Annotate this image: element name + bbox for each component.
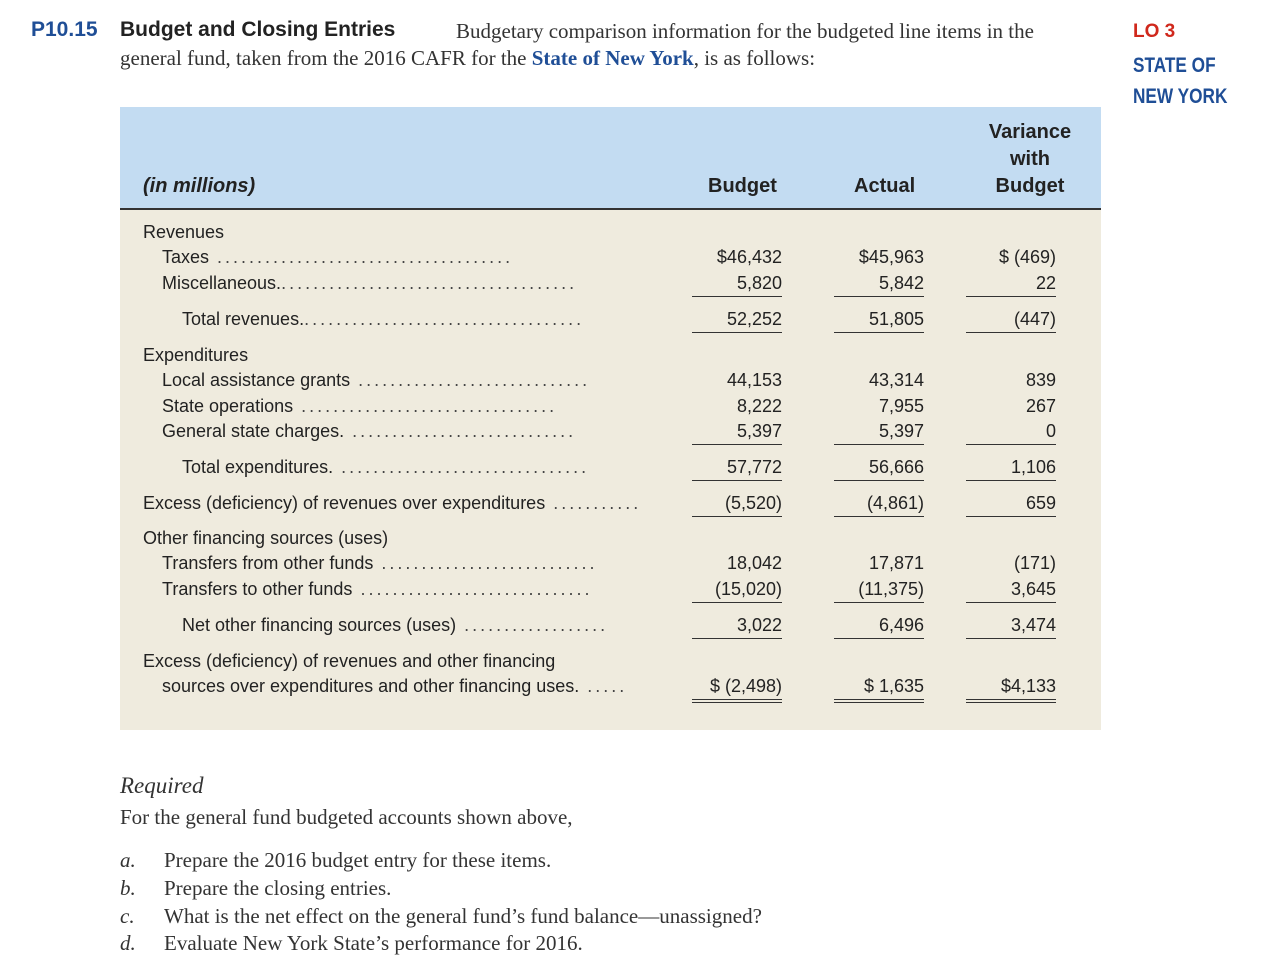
leader-dots: ........... xyxy=(545,493,642,513)
taxes-label-text: Taxes xyxy=(162,247,210,267)
misc-actual: 5,842 xyxy=(834,273,924,297)
taxes-actual: $45,963 xyxy=(858,247,924,267)
state-operations-label xyxy=(162,396,672,417)
learning-objective-entity: STATE OF NEW YORK xyxy=(1133,54,1228,108)
leader-dots: ................................... xyxy=(304,309,585,329)
total-expenditures-label-text: Total expenditures. xyxy=(182,457,334,477)
entity-name-highlight: State of New York xyxy=(531,46,694,70)
excess-total-label-line1: Excess (deficiency) of revenues and other financing xyxy=(143,651,556,671)
total-revenues-actual: 51,805 xyxy=(834,309,924,333)
item-text: Evaluate New York State’s performance for 2016. xyxy=(164,931,583,955)
leader-dots: ............................... xyxy=(333,457,590,477)
required-item-a xyxy=(120,848,551,873)
item-letter: a. xyxy=(120,848,136,872)
taxes-label xyxy=(162,247,672,268)
leader-dots: ............................. xyxy=(350,370,591,390)
transfers-from-budget: 18,042 xyxy=(726,553,782,573)
total-revenues-label-text: Total revenues. xyxy=(182,309,305,329)
state-operations-actual: 7,955 xyxy=(878,396,924,416)
total-expenditures-budget: 57,772 xyxy=(692,457,782,481)
required-title: Required xyxy=(120,773,204,798)
local-assistance-label-text: Local assistance grants xyxy=(162,370,351,390)
required-item-c xyxy=(120,904,762,929)
taxes-variance: $ (469) xyxy=(998,247,1056,267)
state-operations-budget: 8,222 xyxy=(736,396,782,416)
required-intro: For the general fund budgeted accounts shown above, xyxy=(120,805,573,829)
transfers-to-actual: (11,375) xyxy=(834,579,924,603)
transfers-from-actual: 17,871 xyxy=(868,553,924,573)
leader-dots: .................. xyxy=(456,615,609,635)
excess-total-actual: $ 1,635 xyxy=(834,676,924,703)
local-assistance-label xyxy=(162,370,672,391)
local-assistance-budget: 44,153 xyxy=(726,370,782,390)
excess-total-label xyxy=(162,676,672,697)
excess-deficiency-label-text: Excess (deficiency) of revenues over expenditures xyxy=(143,493,546,513)
total-revenues-label xyxy=(182,309,672,330)
general-state-charges-label-text: General state charges. xyxy=(162,421,345,441)
item-letter: c. xyxy=(120,904,135,928)
excess-deficiency-label xyxy=(143,493,672,514)
transfers-to-budget: (15,020) xyxy=(692,579,782,603)
leader-dots: ............................ xyxy=(344,421,577,441)
state-operations-variance: 267 xyxy=(1025,396,1056,416)
transfers-to-label xyxy=(162,579,672,600)
misc-budget: 5,820 xyxy=(692,273,782,297)
problem-title: Budget and Closing Entries xyxy=(120,18,396,41)
general-state-charges-label xyxy=(162,421,672,442)
required-item-b xyxy=(120,876,391,901)
transfers-from-label xyxy=(162,553,672,574)
local-assistance-actual: 43,314 xyxy=(868,370,924,390)
leader-dots: ..................................... xyxy=(209,247,514,267)
total-expenditures-label xyxy=(182,457,672,478)
actual-column-header: Actual xyxy=(854,175,916,197)
item-text: Prepare the 2016 budget entry for these items. xyxy=(164,848,552,872)
intro-line-2 xyxy=(120,46,815,71)
required-item-d xyxy=(120,931,583,956)
leader-dots: ........................... xyxy=(373,553,598,573)
revenues-heading: Revenues xyxy=(143,222,225,242)
other-financing-heading: Other financing sources (uses) xyxy=(143,528,389,548)
leader-dots: ............................. xyxy=(352,579,593,599)
item-text: What is the net effect on the general fund’s fund balance—unassigned? xyxy=(164,904,762,928)
leader-dots: ..................................... xyxy=(281,273,578,293)
net-other-financing-budget: 3,022 xyxy=(692,615,782,639)
item-letter: d. xyxy=(120,931,136,955)
general-state-charges-budget: 5,397 xyxy=(692,421,782,445)
leader-dots: ..... xyxy=(579,676,628,696)
excess-deficiency-budget: (5,520) xyxy=(692,493,782,517)
taxes-budget: $46,432 xyxy=(716,247,782,267)
intro-line-2-end: , is as follows: xyxy=(693,46,816,70)
intro-line-1: Budgetary comparison information for the budgeted line items in the xyxy=(456,19,1034,43)
misc-label xyxy=(162,273,672,294)
leader-dots: ................................ xyxy=(293,396,558,416)
misc-variance: 22 xyxy=(966,273,1056,297)
budget-comparison-table xyxy=(120,107,1101,730)
item-text: Prepare the closing entries. xyxy=(164,876,392,900)
misc-label-text: Miscellaneous. xyxy=(162,273,282,293)
learning-objective-label: LO 3 xyxy=(1133,21,1176,42)
net-other-financing-variance: 3,474 xyxy=(966,615,1056,639)
budget-column-header: Budget xyxy=(708,175,777,197)
excess-total-budget: $ (2,498) xyxy=(692,676,782,703)
general-state-charges-variance: 0 xyxy=(966,421,1056,445)
total-expenditures-actual: 56,666 xyxy=(834,457,924,481)
transfers-from-label-text: Transfers from other funds xyxy=(162,553,374,573)
expenditures-heading: Expenditures xyxy=(143,345,249,365)
net-other-financing-label-text: Net other financing sources (uses) xyxy=(182,615,457,635)
state-operations-label-text: State operations xyxy=(162,396,294,416)
general-state-charges-actual: 5,397 xyxy=(834,421,924,445)
transfers-to-variance: 3,645 xyxy=(966,579,1056,603)
local-assistance-variance: 839 xyxy=(1025,370,1056,390)
total-revenues-variance: (447) xyxy=(966,309,1056,333)
excess-total-label-text: sources over expenditures and other financing uses. xyxy=(162,676,580,696)
units-header: (in millions) xyxy=(143,175,256,197)
net-other-financing-label xyxy=(182,615,672,636)
excess-deficiency-actual: (4,861) xyxy=(834,493,924,517)
variance-column-header: Variance with Budget xyxy=(988,121,1072,197)
item-letter: b. xyxy=(120,876,136,900)
total-expenditures-variance: 1,106 xyxy=(966,457,1056,481)
total-revenues-budget: 52,252 xyxy=(692,309,782,333)
excess-total-variance: $4,133 xyxy=(966,676,1056,703)
table-header xyxy=(120,107,1101,210)
excess-deficiency-variance: 659 xyxy=(966,493,1056,517)
net-other-financing-actual: 6,496 xyxy=(834,615,924,639)
intro-line-2-start: general fund, taken from the 2016 CAFR for the xyxy=(120,46,532,70)
problem-number: P10.15 xyxy=(31,18,98,41)
transfers-to-label-text: Transfers to other funds xyxy=(162,579,353,599)
transfers-from-variance: (171) xyxy=(1013,553,1056,573)
